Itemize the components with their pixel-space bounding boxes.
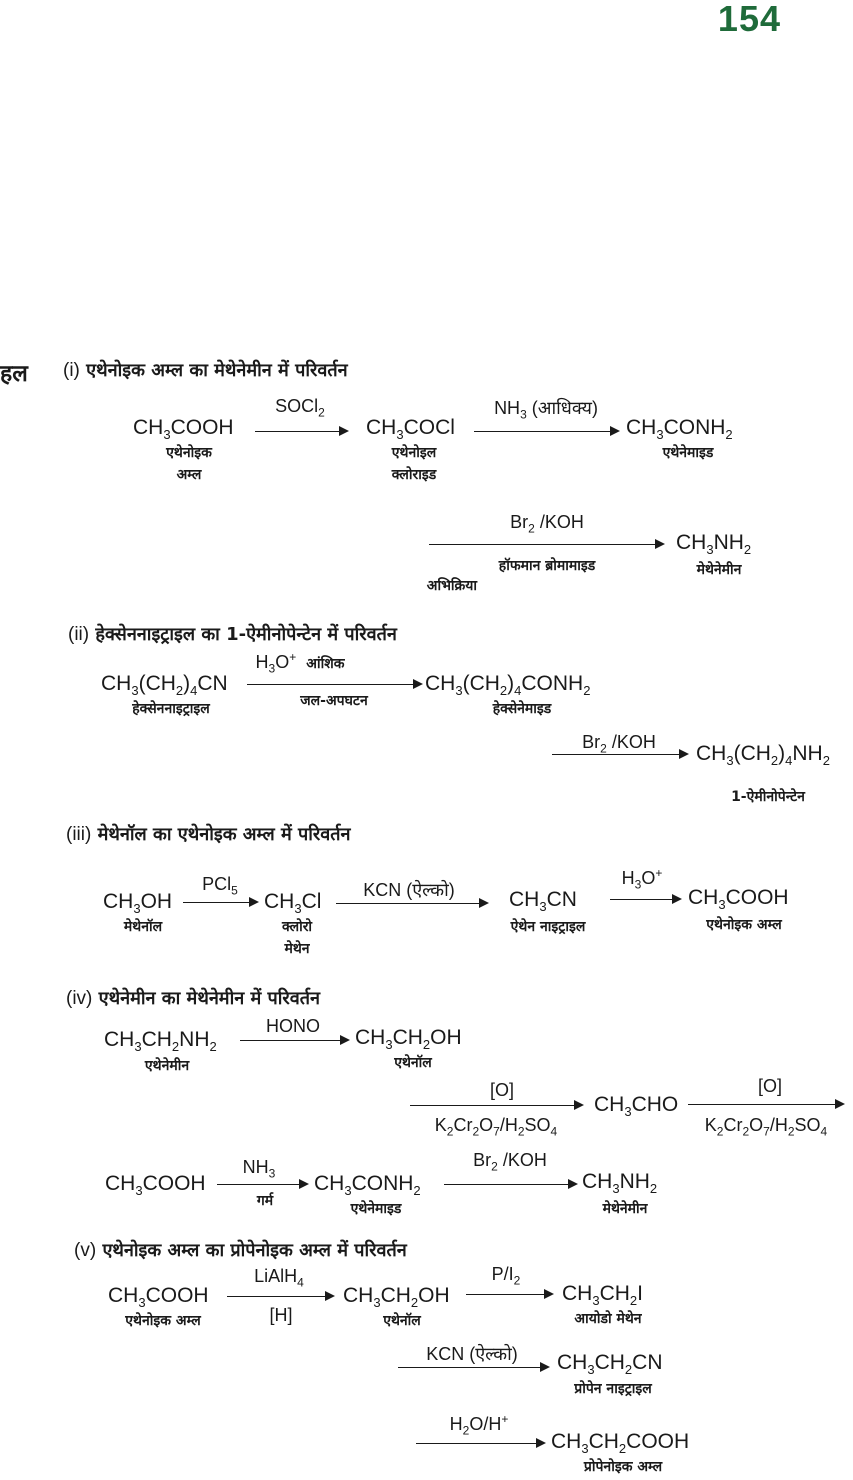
name-ethanoic: [166, 442, 212, 486]
reagent-h2o-h: $H_2O/H^+$: [449, 1412, 509, 1438]
section-5-title: एथेनोइक अम्ल का प्रोपेनोइक अम्ल में परिवर्तन: [102, 1240, 407, 1261]
reagent-h3o: $H_3O^+$: [621, 866, 663, 892]
formula-ch3conh2: $CH_3CONH_2$: [626, 416, 733, 443]
name-hofmann: [426, 556, 596, 596]
name-line: एथेनेमाइड: [662, 445, 714, 461]
reagent-pcl5: PCl$_5$: [202, 874, 238, 898]
reaction-arrow: [227, 1296, 333, 1297]
reaction-arrow: [552, 754, 687, 755]
name-line: मेथेन: [284, 941, 310, 957]
formula-ch3cn: $CH_3CN$: [509, 888, 577, 915]
formula-ch3cooh-2: $CH_3COOH$: [688, 886, 789, 913]
section-4-title: एथेनेमीन का मेथेनेमीन में परिवर्तन: [98, 988, 321, 1009]
reaction-arrow: [217, 1184, 307, 1185]
name-line: एथेनॉल: [383, 1313, 421, 1329]
name-line: अम्ल: [176, 467, 202, 483]
name-iodomethane: [574, 1308, 641, 1330]
formula-ch3conh2-2: $CH_3CONH_2$: [314, 1172, 421, 1199]
formula-ch3nh2: $CH_3NH_2$: [676, 531, 752, 558]
name-ethanamide: [663, 442, 714, 464]
name-line: ऐथेन नाइट्राइल: [510, 919, 586, 935]
name-line: क्लोरो: [281, 919, 313, 935]
name-line: एथेनोइक अम्ल: [125, 1313, 201, 1329]
name-line: अभिक्रिया: [426, 578, 478, 594]
reagent-br2-koh: $Br_2$ /KOH: [510, 512, 584, 536]
name-ethanol: [394, 1052, 432, 1074]
reaction-arrow: [255, 431, 347, 432]
formula-aminopentane: $CH_3(CH_2)_4NH_2$: [696, 742, 830, 769]
name-line: एथेनोइक: [166, 445, 212, 461]
name-line: हेक्सेननाइट्राइल: [132, 701, 210, 717]
name-methanamine-2: [603, 1198, 648, 1220]
reaction-arrow: [610, 899, 680, 900]
formula-ch3cooh-3: $CH_3COOH$: [105, 1172, 206, 1199]
name-line: जल-अपघटन: [300, 693, 368, 709]
reaction-arrow: [398, 1367, 548, 1368]
name-line: हेक्सेनेमाइड: [492, 701, 552, 717]
section-5-number: (v): [74, 1240, 97, 1261]
formula-ch3cooh: $CH_3COOH$: [133, 416, 234, 443]
reagent-kcn-alc: KCN (ऐल्को): [363, 880, 455, 900]
name-methanamine: [697, 559, 742, 581]
name-line: गर्म: [256, 1193, 274, 1209]
name-propanenitrile: [574, 1378, 652, 1400]
reagent-dichromate-2: $K_2Cr_2O_7/H_2SO_4$: [704, 1115, 828, 1139]
reagent-partial: आंशिक: [306, 656, 345, 672]
formula-ch3cl: $CH_3Cl$: [264, 890, 322, 917]
formula-ch3cho: $CH_3CHO$: [594, 1093, 679, 1120]
formula-ethanol-2: $CH_3CH_2OH$: [343, 1284, 450, 1311]
formula-ch3oh: $CH_3OH$: [103, 890, 173, 917]
formula-ch3cooh-4: $CH_3COOH$: [108, 1284, 209, 1311]
page-number: 154: [717, 0, 781, 39]
name-line: एथेनॉल: [394, 1055, 432, 1071]
name-ethanoic-acid: [706, 914, 781, 936]
section-3-title: मेथेनॉल का एथेनोइक अम्ल में परिवर्तन: [97, 824, 351, 845]
reagent-nh3-excess: $NH_3$ (आधिक्य): [494, 398, 598, 422]
reagent-kcn-alc-2: KCN (ऐल्को): [426, 1344, 518, 1364]
reaction-arrow: [336, 903, 487, 904]
reagent-oxidation-1: [O]: [489, 1080, 515, 1100]
section-5-heading: [74, 1238, 407, 1262]
name-hydrolysis: [300, 691, 367, 711]
formula-hexanenitrile: $CH_3(CH_2)_4CN$: [101, 672, 228, 699]
name-line: मेथेनेमीन: [696, 562, 742, 578]
name-line: मेथेनॉल: [123, 919, 163, 935]
formula-ch3cocl: $CH_3COCl$: [366, 416, 455, 443]
reaction-arrow: [410, 1105, 582, 1106]
reaction-arrow: [429, 544, 663, 545]
section-1-heading: [63, 358, 348, 382]
formula-ethyl-iodide: $CH_3CH_2I$: [562, 1282, 643, 1309]
section-2-heading: [68, 622, 397, 646]
reagent-br2-koh-2: $Br_2$ /KOH: [582, 732, 656, 756]
name-ethanenitrile: [511, 916, 586, 938]
name-line: प्रोपेनोइक अम्ल: [583, 1459, 663, 1475]
reaction-arrow: [247, 684, 421, 685]
name-line: आयोडो मेथेन: [574, 1311, 642, 1327]
section-2-number: (ii): [68, 624, 90, 645]
reaction-arrow: [688, 1104, 843, 1105]
name-line: प्रोपेन नाइट्राइल: [574, 1381, 652, 1397]
reagent-lialh4: LiAlH$_4$: [254, 1266, 304, 1290]
name-ethanoyl-chloride: [392, 442, 436, 486]
reaction-arrow: [466, 1294, 552, 1295]
name-hexanenitrile: [132, 698, 210, 720]
formula-propanoic-acid: $CH_3CH_2COOH$: [551, 1430, 690, 1457]
name-line: एथेनोइक अम्ल: [706, 917, 782, 933]
section-4-heading: [66, 986, 320, 1010]
reaction-arrow: [474, 431, 618, 432]
section-1-title: एथेनोइक अम्ल का मेथेनेमीन में परिवर्तन: [86, 360, 348, 381]
reaction-arrow: [240, 1040, 348, 1041]
name-line: मेथेनेमीन: [602, 1201, 648, 1217]
formula-hexanamide: $CH_3(CH_2)_4CONH_2$: [425, 672, 591, 699]
section-3-number: (iii): [66, 824, 92, 845]
reaction-arrow: [183, 902, 257, 903]
reagent-p-i2: $P/I_2$: [491, 1264, 521, 1288]
name-propanoic-acid: [584, 1456, 662, 1478]
name-line: एथेनोइल: [391, 445, 437, 461]
reagent-reduction: [H]: [269, 1305, 293, 1325]
formula-ethanamine: $CH_3CH_2NH_2$: [104, 1028, 217, 1055]
reagent-hono: HONO: [266, 1016, 320, 1036]
reaction-arrow: [444, 1184, 576, 1185]
name-hexanamide: [493, 698, 552, 720]
name-chloromethane: [282, 916, 312, 960]
name-line: 1-ऐमीनोपेन्टेन: [731, 789, 805, 805]
name-line: क्लोराइड: [391, 467, 437, 483]
formula-ethanol: $CH_3CH_2OH$: [355, 1026, 462, 1053]
section-2-title: हेक्सेननाइट्राइल का 1-ऐमीनोपेन्टेन में परिवर्तन: [95, 624, 397, 645]
reaction-arrow: [416, 1443, 544, 1444]
name-line: एथेनेमीन: [144, 1058, 190, 1074]
reagent-socl2: SOCl$_2$: [275, 396, 325, 420]
name-ethanamide-2: [351, 1198, 402, 1220]
formula-propanenitrile: $CH_3CH_2CN$: [557, 1351, 663, 1378]
label-heat: [257, 1191, 273, 1211]
formula-ch3nh2-2: $CH_3NH_2$: [582, 1170, 658, 1197]
reagent-dichromate-1: $K_2Cr_2O_7/H_2SO_4$: [434, 1115, 558, 1139]
section-3-heading: [66, 822, 351, 846]
name-line: हॉफमान ब्रोमामाइड: [498, 558, 596, 574]
section-1-number: (i): [63, 360, 80, 381]
name-ethanol-2: [383, 1310, 421, 1332]
name-ethanamine: [145, 1055, 189, 1077]
name-ethanoic-acid-2: [125, 1310, 200, 1332]
reagent-oxidation-2: [O]: [757, 1076, 783, 1096]
reagent-nh3: $NH_3$: [242, 1157, 276, 1181]
name-line: एथेनेमाइड: [350, 1201, 402, 1217]
reagent-br2-koh-3: $Br_2$ /KOH: [473, 1150, 547, 1174]
name-methanol: [124, 916, 162, 938]
section-4-number: (iv): [66, 988, 93, 1009]
name-aminopentane: [731, 786, 805, 808]
reagent-h3o-partial: $H_3O^+$ आंशिक: [255, 650, 345, 676]
solution-label: हल: [0, 361, 28, 387]
